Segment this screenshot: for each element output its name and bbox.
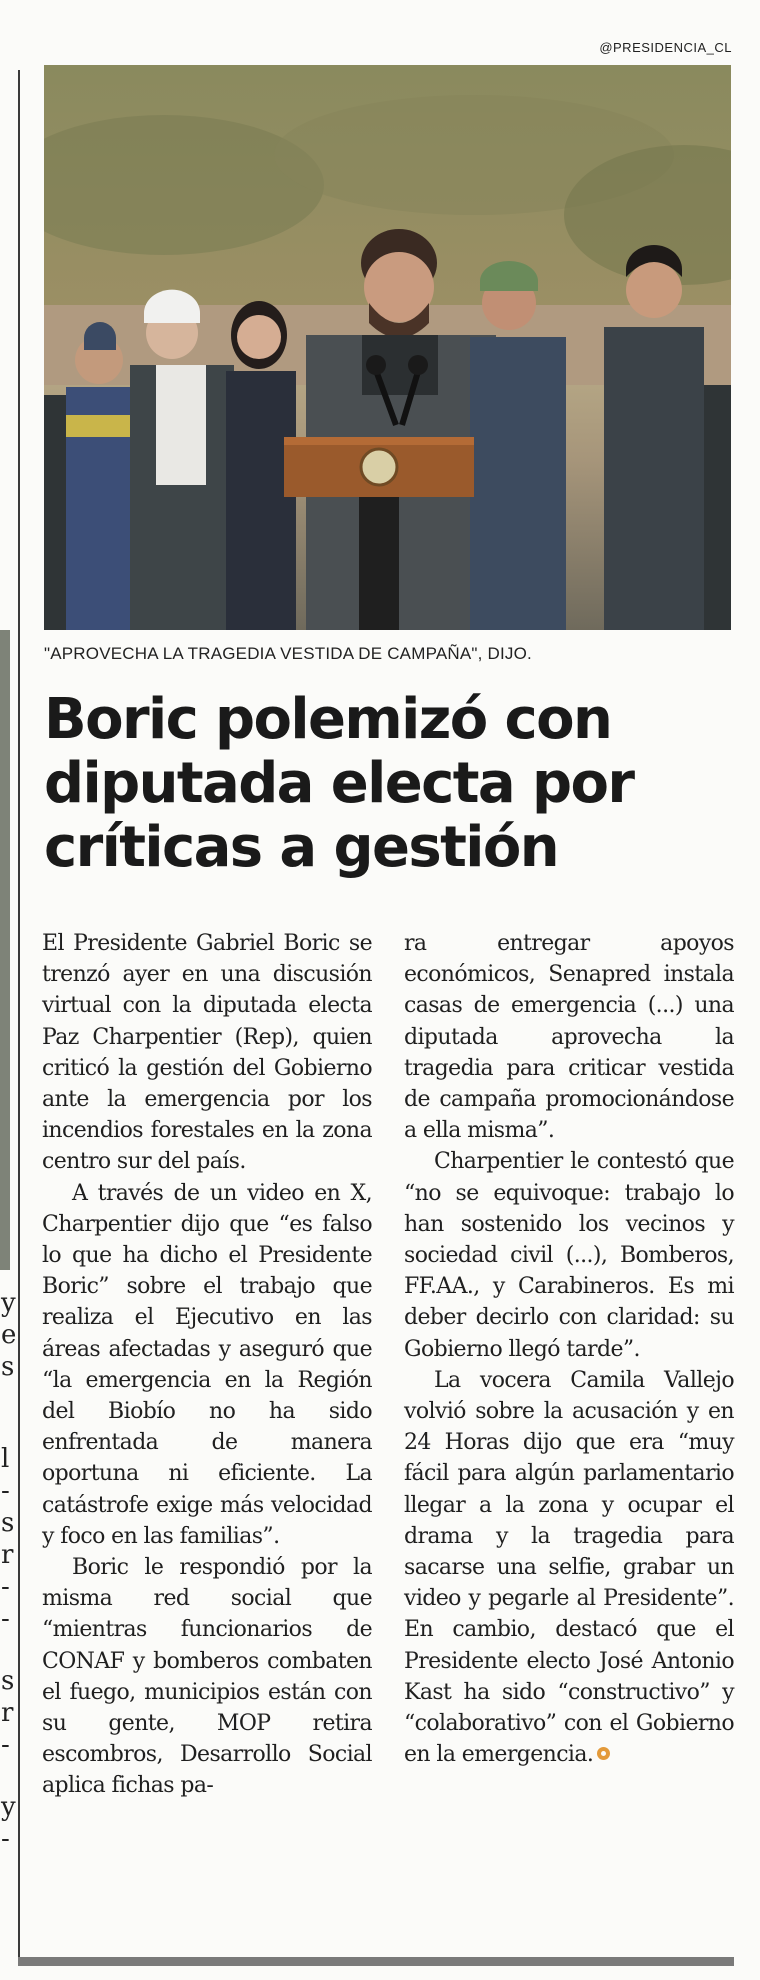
article-headline [44,688,734,880]
body-paragraph: Charpentier le contestó que “no se equivoque: trabajo lo han sostenido los vecinos y sociedad civil (...), Bomberos, FF.AA., y Carabineros. Es mi deber decirlo con claridad: su Gobierno llegó tarde”. [404,1149,734,1362]
page-bottom-rule [18,1957,734,1966]
fragment-char: - [1,1730,10,1760]
body-paragraph-text: La vocera Camila Vallejo volvió sobre la acusación y en 24 Horas dijo que era “muy fácil para algún parlamentario llegar a la zona y ocupar el drama y la tragedia para sacarse una selfie, grabar un video y pegarle al Presidente”. En cambio, destacó que el Presidente electo José Antonio Kast ha sido “constructivo” y “colaborativo” con el Gobierno en la emergencia. [404,1367,734,1768]
body-paragraph: ra entregar apoyos económicos, Senapred instala casas de emergencia (...) una diputada aprovecha la tragedia para criticar vestida de campaña promocionándose a ella misma”. [404,931,734,1144]
headline-line: diputada electa por [44,751,634,816]
photo-caption: "APROVECHA LA TRAGEDIA VESTIDA DE CAMPAÑA", DIJO. [44,644,532,663]
fragment-char: s [1,1352,15,1382]
adjacent-photo-strip [0,630,10,1270]
body-column-right [404,928,734,1770]
end-of-article-mark-icon [597,1747,610,1760]
press-conference-illustration [44,65,731,630]
fragment-char: - [1,1476,10,1506]
headline-line: críticas a gestión [44,815,558,880]
fragment-char: r [1,1698,14,1728]
body-paragraph: A través de un video en X, Charpentier dijo que “es falso lo que ha dicho el Presidente Boric” sobre el trabajo que realiza el Ejecutivo en las áreas afectadas y aseguró que “la emergencia en la Región del Biobío no ha sido enfrentada de manera oportuna ni eficiente. La catástrofe exige más velocidad y foco en las familias”. [42,1180,372,1549]
fragment-char: s [1,1508,15,1538]
body-column-left [42,928,372,1802]
column-divider [18,70,20,1960]
fragment-char: y [1,1792,16,1822]
fragment-char: s [1,1666,15,1696]
body-paragraph: Boric le respondió por la misma red social que “mientras funcionarios de CONAF y bomberos combaten el fuego, municipios están con su gente, MOP retira escombros, Desarrollo Social aplica fichas pa- [42,1555,372,1799]
photo-credit: @PRESIDENCIA_CL [599,40,732,55]
fragment-char: r [1,1540,14,1570]
headline-line: Boric polemizó con [44,687,612,752]
news-photo [44,65,731,630]
body-paragraph: El Presidente Gabriel Boric se trenzó ayer en una discusión virtual con la diputada electa Paz Charpentier (Rep), quien criticó la gestión del Gobierno ante la emergencia por los incendios forestales en la zona centro sur del país. [42,931,372,1175]
fragment-char: - [1,1824,10,1854]
fragment-char: l [1,1444,10,1474]
fragment-char: y [1,1288,16,1318]
fragment-char: - [1,1572,10,1602]
fragment-char: e [1,1320,17,1350]
body-paragraph-last [404,1365,734,1771]
adjacent-article-fragment [0,0,16,1980]
fragment-char: - [1,1604,10,1634]
